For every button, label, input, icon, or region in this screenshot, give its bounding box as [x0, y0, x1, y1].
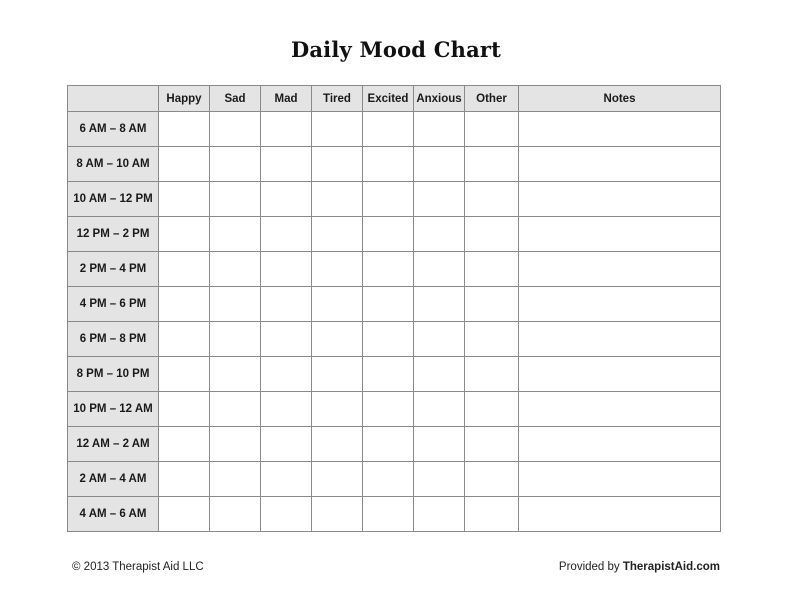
- entry-cell-anxious[interactable]: [414, 392, 465, 427]
- entry-cell-anxious[interactable]: [414, 497, 465, 532]
- entry-cell-tired[interactable]: [312, 147, 363, 182]
- table-row: [68, 217, 721, 252]
- table-row: [68, 182, 721, 217]
- provided-by: [559, 561, 720, 573]
- entry-cell-sad[interactable]: [210, 322, 261, 357]
- entry-cell-other[interactable]: [465, 322, 519, 357]
- table-row: [68, 357, 721, 392]
- entry-cell-tired[interactable]: [312, 182, 363, 217]
- entry-cell-mad[interactable]: [261, 322, 312, 357]
- entry-cell-notes[interactable]: [519, 357, 721, 392]
- page-title: Daily Mood Chart: [290, 37, 502, 62]
- time-slot-label: 8 AM – 10 AM: [68, 147, 159, 182]
- entry-cell-tired[interactable]: [312, 252, 363, 287]
- entry-cell-other[interactable]: [465, 497, 519, 532]
- entry-cell-other[interactable]: [465, 357, 519, 392]
- entry-cell-notes[interactable]: [519, 322, 721, 357]
- entry-cell-tired[interactable]: [312, 427, 363, 462]
- entry-cell-notes[interactable]: [519, 287, 721, 322]
- entry-cell-happy[interactable]: [159, 462, 210, 497]
- entry-cell-happy[interactable]: [159, 252, 210, 287]
- entry-cell-happy[interactable]: [159, 427, 210, 462]
- time-slot-label: 4 AM – 6 AM: [68, 497, 159, 532]
- column-header-mad: Mad: [261, 86, 312, 112]
- entry-cell-anxious[interactable]: [414, 252, 465, 287]
- entry-cell-other[interactable]: [465, 392, 519, 427]
- table-row: [68, 252, 721, 287]
- entry-cell-mad[interactable]: [261, 217, 312, 252]
- entry-cell-notes[interactable]: [519, 392, 721, 427]
- table-row: [68, 322, 721, 357]
- entry-cell-mad[interactable]: [261, 182, 312, 217]
- entry-cell-excited[interactable]: [363, 322, 414, 357]
- entry-cell-excited[interactable]: [363, 147, 414, 182]
- entry-cell-tired[interactable]: [312, 112, 363, 147]
- corner-cell: [68, 86, 159, 112]
- entry-cell-sad[interactable]: [210, 357, 261, 392]
- time-slot-label: 10 PM – 12 AM: [68, 392, 159, 427]
- column-header-happy: Happy: [159, 86, 210, 112]
- entry-cell-anxious[interactable]: [414, 322, 465, 357]
- entry-cell-mad[interactable]: [261, 357, 312, 392]
- entry-cell-anxious[interactable]: [414, 112, 465, 147]
- entry-cell-happy[interactable]: [159, 357, 210, 392]
- copyright-text: © 2013 Therapist Aid LLC: [72, 561, 204, 573]
- entry-cell-excited[interactable]: [363, 112, 414, 147]
- column-header-other: Other: [465, 86, 519, 112]
- table-row: [68, 427, 721, 462]
- entry-cell-tired[interactable]: [312, 217, 363, 252]
- provided-by-label: Provided by: [558, 561, 620, 573]
- entry-cell-other[interactable]: [465, 147, 519, 182]
- entry-cell-excited[interactable]: [363, 182, 414, 217]
- entry-cell-excited[interactable]: [363, 287, 414, 322]
- entry-cell-other[interactable]: [465, 287, 519, 322]
- entry-cell-excited[interactable]: [363, 217, 414, 252]
- entry-cell-happy[interactable]: [159, 497, 210, 532]
- column-header-anxious: Anxious: [414, 86, 465, 112]
- entry-cell-sad[interactable]: [210, 182, 261, 217]
- entry-cell-happy[interactable]: [159, 287, 210, 322]
- entry-cell-sad[interactable]: [210, 252, 261, 287]
- entry-cell-other[interactable]: [465, 182, 519, 217]
- entry-cell-mad[interactable]: [261, 252, 312, 287]
- column-header-notes: Notes: [519, 86, 721, 112]
- entry-cell-mad[interactable]: [261, 392, 312, 427]
- brand-name: TherapistAid.com: [622, 561, 720, 573]
- table-body: [68, 112, 721, 532]
- entry-cell-sad[interactable]: [210, 497, 261, 532]
- entry-cell-notes[interactable]: [519, 217, 721, 252]
- column-header-tired: Tired: [312, 86, 363, 112]
- entry-cell-anxious[interactable]: [414, 357, 465, 392]
- entry-cell-notes[interactable]: [519, 112, 721, 147]
- entry-cell-anxious[interactable]: [414, 147, 465, 182]
- entry-cell-excited[interactable]: [363, 497, 414, 532]
- entry-cell-anxious[interactable]: [414, 287, 465, 322]
- header-row: [68, 86, 721, 112]
- entry-cell-tired[interactable]: [312, 462, 363, 497]
- entry-cell-happy[interactable]: [159, 217, 210, 252]
- column-header-excited: Excited: [363, 86, 414, 112]
- entry-cell-mad[interactable]: [261, 147, 312, 182]
- entry-cell-happy[interactable]: [159, 322, 210, 357]
- table-row: [68, 392, 721, 427]
- table-row: [68, 112, 721, 147]
- time-slot-label: 10 AM – 12 PM: [68, 182, 159, 217]
- time-slot-label: 6 AM – 8 AM: [68, 112, 159, 147]
- entry-cell-notes[interactable]: [519, 497, 721, 532]
- table-row: [68, 287, 721, 322]
- table-row: [68, 497, 721, 532]
- entry-cell-anxious[interactable]: [414, 427, 465, 462]
- entry-cell-happy[interactable]: [159, 112, 210, 147]
- entry-cell-tired[interactable]: [312, 392, 363, 427]
- entry-cell-mad[interactable]: [261, 497, 312, 532]
- table-row: [68, 147, 721, 182]
- time-slot-label: 12 PM – 2 PM: [68, 217, 159, 252]
- time-slot-label: 2 PM – 4 PM: [68, 252, 159, 287]
- time-slot-label: 6 PM – 8 PM: [68, 322, 159, 357]
- time-slot-label: 4 PM – 6 PM: [68, 287, 159, 322]
- entry-cell-excited[interactable]: [363, 427, 414, 462]
- entry-cell-notes[interactable]: [519, 252, 721, 287]
- time-slot-label: 2 AM – 4 AM: [68, 462, 159, 497]
- entry-cell-excited[interactable]: [363, 462, 414, 497]
- entry-cell-other[interactable]: [465, 252, 519, 287]
- entry-cell-notes[interactable]: [519, 427, 721, 462]
- entry-cell-notes[interactable]: [519, 147, 721, 182]
- entry-cell-excited[interactable]: [363, 357, 414, 392]
- entry-cell-sad[interactable]: [210, 112, 261, 147]
- time-slot-label: 8 PM – 10 PM: [68, 357, 159, 392]
- entry-cell-tired[interactable]: [312, 497, 363, 532]
- entry-cell-happy[interactable]: [159, 182, 210, 217]
- entry-cell-other[interactable]: [465, 427, 519, 462]
- mood-chart-table: [67, 85, 721, 532]
- entry-cell-mad[interactable]: [261, 287, 312, 322]
- entry-cell-sad[interactable]: [210, 287, 261, 322]
- time-slot-label: 12 AM – 2 AM: [68, 427, 159, 462]
- entry-cell-notes[interactable]: [519, 462, 721, 497]
- column-header-sad: Sad: [210, 86, 261, 112]
- entry-cell-happy[interactable]: [159, 147, 210, 182]
- entry-cell-mad[interactable]: [261, 462, 312, 497]
- table-row: [68, 462, 721, 497]
- entry-cell-mad[interactable]: [261, 427, 312, 462]
- entry-cell-other[interactable]: [465, 112, 519, 147]
- entry-cell-other[interactable]: [465, 217, 519, 252]
- entry-cell-mad[interactable]: [261, 112, 312, 147]
- entry-cell-excited[interactable]: [363, 392, 414, 427]
- entry-cell-anxious[interactable]: [414, 182, 465, 217]
- entry-cell-happy[interactable]: [159, 392, 210, 427]
- entry-cell-anxious[interactable]: [414, 217, 465, 252]
- entry-cell-tired[interactable]: [312, 287, 363, 322]
- entry-cell-sad[interactable]: [210, 392, 261, 427]
- entry-cell-other[interactable]: [465, 462, 519, 497]
- entry-cell-sad[interactable]: [210, 462, 261, 497]
- entry-cell-anxious[interactable]: [414, 462, 465, 497]
- entry-cell-excited[interactable]: [363, 252, 414, 287]
- entry-cell-tired[interactable]: [312, 322, 363, 357]
- entry-cell-notes[interactable]: [519, 182, 721, 217]
- entry-cell-tired[interactable]: [312, 357, 363, 392]
- entry-cell-sad[interactable]: [210, 427, 261, 462]
- entry-cell-sad[interactable]: [210, 147, 261, 182]
- entry-cell-sad[interactable]: [210, 217, 261, 252]
